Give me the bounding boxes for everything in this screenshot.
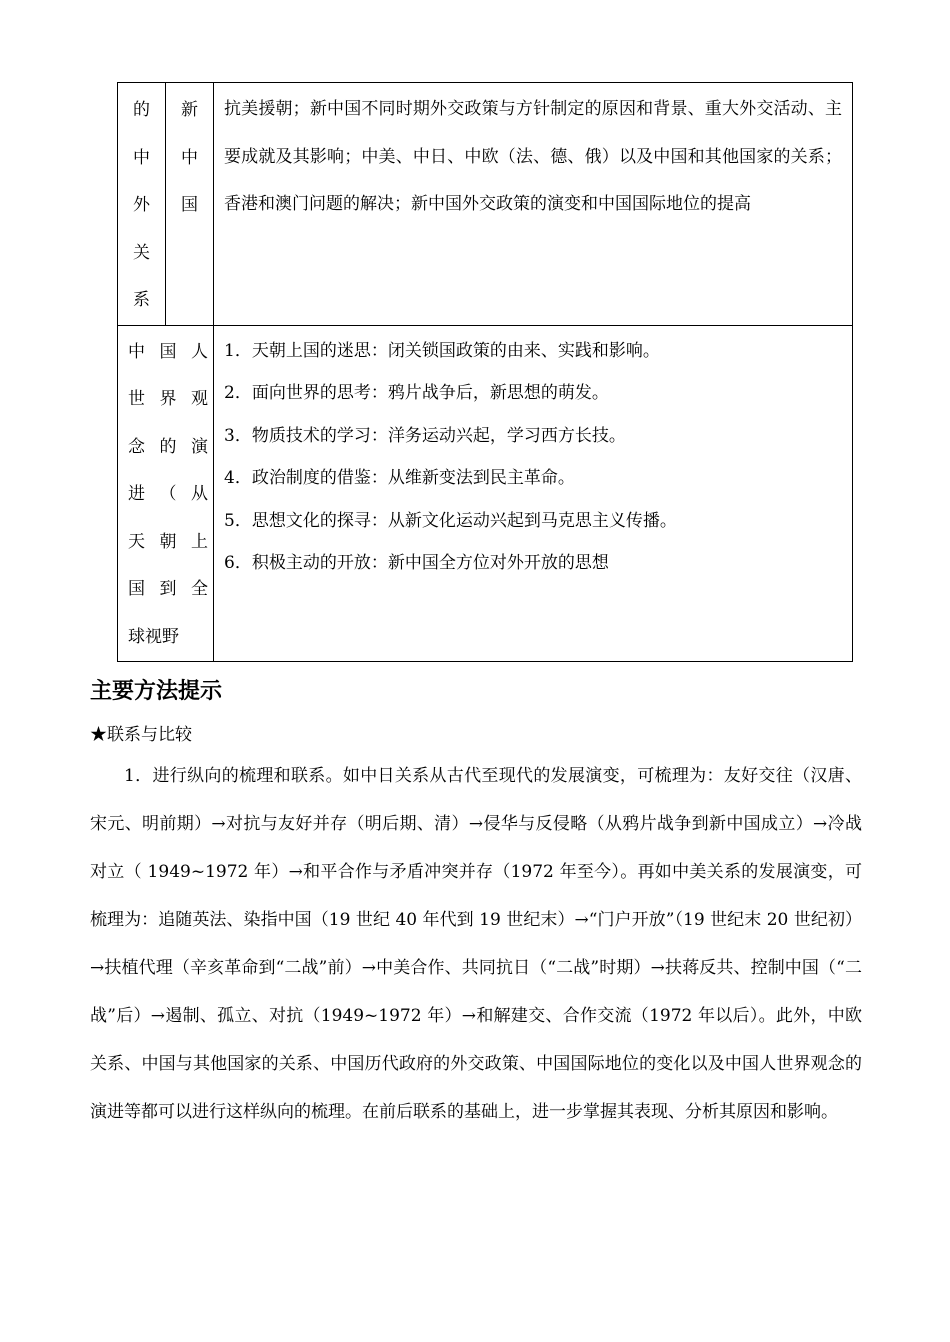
table-row	[118, 83, 853, 326]
label-char: 中	[181, 147, 198, 168]
topic-title-line: 世界观	[128, 389, 208, 409]
label-char: 关	[133, 242, 150, 263]
topic-title-line: 球视野	[128, 626, 179, 647]
vertical-label	[166, 83, 213, 230]
section-heading: 主要方法提示	[90, 679, 223, 704]
label-char: 国	[181, 195, 198, 215]
table-row	[118, 325, 853, 662]
topic-title-line: 进（从	[128, 484, 208, 504]
table-cell-period	[166, 83, 214, 326]
label-char: 中	[133, 147, 150, 168]
list-item: 5．思想文化的探寻：从新文化运动兴起到马克思主义传播。	[224, 510, 677, 531]
label-char: 新	[181, 100, 198, 120]
content-text: 抗美援朝；新中国不同时期外交政策与方针制定的原因和背景、重大外交活动、主要成就及其影响；中美、中日、中欧（法、德、俄）以及中国和其他国家的关系；香港和澳门问题的解决；新中国外交政策的演变和中国国际地位的提高	[224, 99, 842, 214]
topic-title-line: 中国人	[128, 341, 208, 362]
list-item: 1．天朝上国的迷思：闭关锁国政策的由来、实践和影响。	[224, 340, 660, 361]
list-item: 3．物质技术的学习：洋务运动兴起，学习西方长技。	[224, 425, 626, 446]
label-char: 系	[133, 290, 150, 310]
section-subheading: ★联系与比较	[90, 725, 192, 745]
list-item: 4．政治制度的借鉴：从维新变法到民主革命。	[224, 468, 575, 488]
list-item: 2．面向世界的思考：鸦片战争后，新思想的萌发。	[224, 383, 609, 403]
table-cell-topic	[118, 83, 166, 326]
content-list	[214, 326, 852, 585]
topic-title-line: 国到全	[128, 579, 208, 599]
topic-title-line: 天朝上	[128, 531, 208, 552]
label-char: 外	[133, 195, 150, 215]
table-cell-topic	[118, 325, 214, 662]
body-paragraph: 1．进行纵向的梳理和联系。如中日关系从古代至现代的发展演变，可梳理为：友好交往（汉唐、宋元、明前期）→对抗与友好并存（明后期、清）→侵华与反侵略（从鸦片战争到新中国成立）→冷战对立（ 1949~1972 年）→和平合作与矛盾冲突并存（1972 年至今）。再如中美关系的发展演变，可梳理为：追随英法、染指中国（19 世纪 40 年代到 19 世纪末）→“门户开放”（19 世纪末 20 世纪初）→扶植代理（辛亥革命到“二战”前）→中美合作、共同抗日（“二战”时期）→扶蒋反共、控制中国（“二战”后）→遏制、孤立、对抗（1949~1972 年）→和解建交、合作交流（1972 年以后）。此外，中欧关系、中国与其他国家的关系、中国历代政府的外交政策、中国国际地位的变化以及中国人世界观念的演进等都可以进行这样纵向的梳理。在前后联系的基础上，进一步掌握其表现、分析其原因和影响。	[90, 766, 862, 1122]
outline-table	[117, 82, 853, 662]
list-item: 6．积极主动的开放：新中国全方位对外开放的思想	[224, 553, 609, 573]
label-char: 的	[133, 100, 150, 120]
table-cell-content	[214, 325, 853, 662]
topic-title-line: 念的演	[128, 436, 208, 457]
topic-title	[118, 326, 208, 662]
table-cell-content	[214, 83, 853, 326]
vertical-label	[118, 83, 165, 325]
